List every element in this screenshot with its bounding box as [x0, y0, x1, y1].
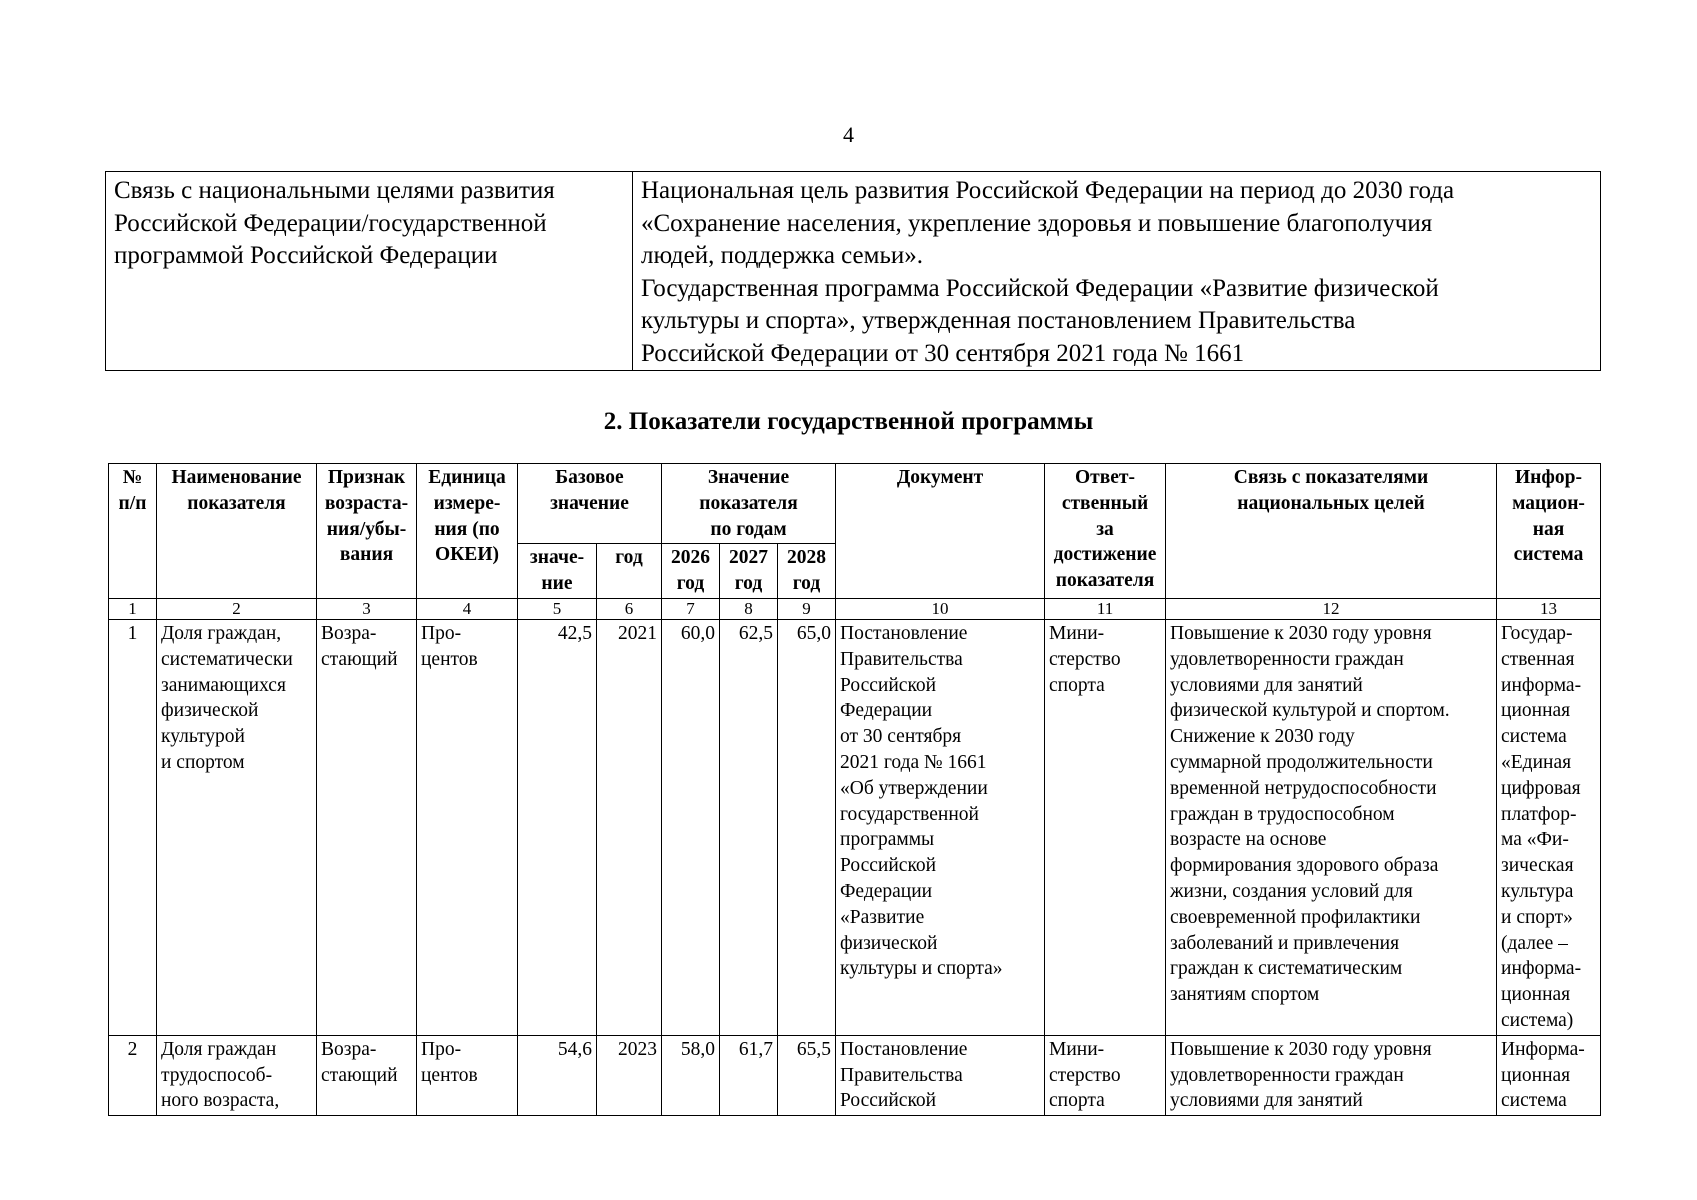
text-line: трудоспособ- [161, 1064, 273, 1086]
column-number-row [109, 598, 1601, 619]
text-line: систематически [161, 648, 293, 670]
text-line: формирования здорового образа [1170, 855, 1439, 877]
cell-no [109, 619, 157, 1035]
text-line: 2027 [729, 547, 769, 569]
cell-trend [317, 619, 417, 1035]
text-line: своевременной профилактики [1170, 906, 1421, 928]
header-target-values [662, 464, 836, 544]
text-line: 54,6 [557, 1038, 592, 1060]
column-number: 13 [1497, 598, 1601, 619]
text-line: центов [421, 648, 478, 670]
text-line: Базовое [555, 467, 624, 488]
text-line: информа- [1501, 958, 1582, 980]
text-line: государственной [840, 803, 979, 825]
cell-national-goals-link [1166, 1035, 1497, 1115]
text-line: и спорт» [1501, 906, 1573, 928]
page-number: 4 [843, 122, 854, 147]
text-line: Значение [707, 467, 790, 488]
text-line: показателя [699, 492, 798, 514]
column-number: 2 [157, 598, 317, 619]
text-line: достижение [1053, 544, 1157, 566]
text-line: 2021 [618, 622, 658, 644]
text-line: Документ [896, 467, 984, 488]
text-line: стающий [321, 648, 398, 670]
column-number: 9 [778, 598, 836, 619]
text-line: спорта [1049, 1090, 1105, 1112]
text-line: удовлетворенности граждан [1170, 648, 1404, 670]
text-line: Постановление [840, 1038, 968, 1060]
text-line: Мини- [1049, 622, 1105, 644]
text-line: 62,5 [738, 622, 774, 644]
text-line: Доля граждан, [161, 622, 282, 644]
text-line: и спортом [161, 751, 245, 773]
column-number: 7 [662, 598, 720, 619]
text-line: 2021 года № 1661 [840, 751, 987, 773]
text-line: Государственная программа Российской Федерации «Развитие физической [641, 274, 1439, 302]
header-base-value [518, 464, 662, 544]
cell-document [836, 1035, 1045, 1115]
text-line: год [615, 547, 643, 569]
text-line: занятиям спортом [1170, 984, 1320, 1006]
text-line: ние [541, 573, 573, 595]
header-indicator-name [157, 464, 317, 599]
header-year-2026 [662, 544, 720, 599]
text-line: Про- [421, 1038, 462, 1060]
text-line: год [676, 573, 705, 595]
header-trend [317, 464, 417, 599]
text-line: национальных целей [1237, 492, 1425, 514]
cell-value-2026 [662, 619, 720, 1035]
text-line: суммарной продолжительности [1170, 751, 1433, 773]
text-line: удовлетворенности граждан [1170, 1064, 1404, 1086]
cell-value-2028 [778, 1035, 836, 1115]
text-line: ственный [1061, 492, 1149, 514]
header-base-value-number [518, 544, 597, 599]
national-goals-link-value [633, 172, 1601, 371]
column-number: 1 [109, 598, 157, 619]
text-line: цифровая [1501, 777, 1581, 799]
text-line: год [734, 573, 763, 595]
text-line: 2023 [618, 1038, 658, 1060]
cell-base-year [597, 1035, 662, 1115]
text-line: культуры и спорта» [840, 958, 1003, 980]
cell-national-goals-link [1166, 619, 1497, 1035]
column-number: 11 [1045, 598, 1166, 619]
cell-responsible [1045, 1035, 1166, 1115]
text-line: показателя [1055, 570, 1155, 592]
text-line: занимающихся [161, 674, 286, 696]
indicators-table-body [109, 619, 1601, 1115]
cell-value-2027 [720, 1035, 778, 1115]
text-line: зическая [1501, 855, 1574, 877]
text-line: центов [421, 1064, 478, 1086]
text-line: временной нетрудоспособности [1170, 777, 1437, 799]
text-line: Повышение к 2030 году уровня [1170, 622, 1432, 644]
cell-document [836, 619, 1045, 1035]
text-line: ного возраста, [161, 1090, 280, 1112]
national-goals-link-row [106, 172, 1601, 371]
text-line: система [1513, 544, 1584, 566]
column-number: 10 [836, 598, 1045, 619]
cell-unit [417, 619, 518, 1035]
text-line: система [1501, 726, 1567, 748]
text-line: стерство [1049, 648, 1121, 670]
text-line: 2028 [787, 547, 827, 569]
text-line: Национальная цель развития Российской Федерации на период до 2030 года [641, 177, 1455, 204]
column-number: 4 [417, 598, 518, 619]
header-no [109, 464, 157, 599]
text-line: Признак [327, 467, 406, 488]
text-line: 65,0 [796, 622, 832, 644]
text-line: людей, поддержка семьи». [641, 242, 924, 269]
text-line: условиями для занятий [1170, 674, 1363, 696]
text-line: Наименование [171, 467, 302, 488]
text-line: Российской Федерации от 30 сентября 2021 года № 1661 [641, 339, 1245, 367]
text-line: спорта [1049, 674, 1105, 696]
text-line: ма «Фи- [1501, 829, 1569, 851]
text-line: Доля граждан [161, 1038, 277, 1060]
cell-unit [417, 1035, 518, 1115]
text-line: Возра- [321, 1038, 377, 1060]
text-line: Федерации [840, 880, 933, 902]
text-line: Правительства [840, 648, 963, 670]
cell-base-year [597, 619, 662, 1035]
text-line: № [122, 467, 143, 488]
column-number: 5 [518, 598, 597, 619]
text-line: Правительства [840, 1064, 963, 1086]
text-line: Российской Федерации/государственной [114, 209, 547, 237]
text-line: программой Российской Федерации [114, 242, 498, 269]
header-information-system [1497, 464, 1601, 599]
text-line: возрасте на основе [1170, 829, 1327, 851]
cell-value-2027 [720, 619, 778, 1035]
indicators-table-header [109, 464, 1601, 620]
cell-information-system [1497, 619, 1601, 1035]
text-line: граждан к систематическим [1170, 958, 1403, 980]
text-line: Возра- [321, 622, 377, 644]
text-line: Информа- [1501, 1038, 1585, 1060]
cell-indicator-name [157, 1035, 317, 1115]
text-line: физической культурой и спортом. [1170, 700, 1450, 722]
header-unit [417, 464, 518, 599]
text-line: культура [1501, 880, 1574, 902]
text-line: Постановление [840, 622, 968, 644]
text-line: (далее – [1501, 932, 1568, 954]
text-line: жизни, создания условий для [1170, 880, 1413, 902]
header-national-goals-link [1166, 464, 1497, 599]
text-line: 61,7 [738, 1038, 774, 1060]
text-line: мацион- [1512, 492, 1585, 514]
text-line: стающий [321, 1064, 398, 1086]
text-line: значе- [529, 547, 585, 569]
text-line: платфор- [1501, 803, 1577, 825]
text-line: ционная [1501, 984, 1571, 1006]
text-line: программы [840, 829, 935, 851]
text-line: п/п [118, 492, 147, 514]
header-document [836, 464, 1045, 599]
text-line: Мини- [1049, 1038, 1105, 1060]
text-line: ционная [1501, 1064, 1571, 1086]
text-line: ная [1532, 518, 1565, 540]
text-line: 2026 [671, 547, 711, 569]
text-line: ОКЕИ) [435, 544, 499, 566]
text-line: условиями для занятий [1170, 1090, 1363, 1112]
text-line: значение [550, 492, 629, 514]
text-line: «Развитие [840, 906, 925, 928]
header-year-2027 [720, 544, 778, 599]
text-line: информа- [1501, 674, 1582, 696]
column-number: 8 [720, 598, 778, 619]
cell-trend [317, 1035, 417, 1115]
header-responsible [1045, 464, 1166, 599]
indicators-table [108, 463, 1601, 1116]
text-line: 58,0 [680, 1038, 716, 1060]
text-line: Российской [840, 674, 937, 696]
text-line: 60,0 [680, 622, 716, 644]
text-line: измере- [433, 492, 501, 514]
cell-base-value [518, 619, 597, 1035]
table-row [109, 1035, 1601, 1115]
text-line: Государ- [1501, 622, 1573, 644]
text-line: заболеваний и привлечения [1170, 932, 1400, 954]
program-info-table [105, 171, 1601, 371]
text-line: физической [840, 932, 938, 954]
column-number: 6 [597, 598, 662, 619]
text-line: за [1096, 518, 1114, 540]
header-row-1 [109, 464, 1601, 544]
text-line: физической [161, 700, 259, 722]
section-title: 2. Показатели государственной программы [603, 408, 1094, 435]
text-line: Про- [421, 622, 462, 644]
text-line: ния (по [434, 518, 500, 540]
text-line: ственная [1501, 648, 1575, 670]
text-line: «Единая [1501, 751, 1572, 773]
text-line: культуры и спорта», утвержденная постановлением Правительства [641, 307, 1356, 334]
text-line: 42,5 [557, 622, 592, 644]
text-line: граждан в трудоспособном [1170, 803, 1395, 825]
text-line: по годам [710, 518, 787, 540]
text-line: ния/убы- [326, 518, 407, 540]
text-line: 1 [127, 622, 138, 644]
text-line: от 30 сентября [840, 726, 962, 748]
text-line: год [792, 573, 821, 595]
text-line: показателя [187, 492, 286, 514]
text-line: стерство [1049, 1064, 1121, 1086]
text-line: Повышение к 2030 году уровня [1170, 1038, 1432, 1060]
text-line: Снижение к 2030 году [1170, 726, 1355, 748]
text-line: Ответ- [1075, 467, 1136, 488]
text-line: ционная [1501, 700, 1571, 722]
text-line: Единица [428, 467, 506, 488]
text-line: «Сохранение населения, укрепление здоровья и повышение благополучия [641, 209, 1433, 237]
cell-value-2028 [778, 619, 836, 1035]
text-line: система) [1501, 1009, 1574, 1031]
text-line: 2 [127, 1038, 138, 1060]
text-line: Связь с национальными целями развития [114, 177, 555, 204]
header-year-2028 [778, 544, 836, 599]
cell-information-system [1497, 1035, 1601, 1115]
cell-base-value [518, 1035, 597, 1115]
text-line: система [1501, 1090, 1567, 1112]
cell-indicator-name [157, 619, 317, 1035]
column-number: 3 [317, 598, 417, 619]
cell-no [109, 1035, 157, 1115]
table-row [109, 619, 1601, 1035]
text-line: Федерации [840, 700, 933, 722]
text-line: Связь с показателями [1233, 467, 1429, 488]
column-number: 12 [1166, 598, 1497, 619]
cell-value-2026 [662, 1035, 720, 1115]
text-line: 65,5 [796, 1038, 832, 1060]
text-line: возраста- [324, 492, 409, 514]
text-line: культурой [161, 726, 245, 748]
text-line: «Об утверждении [840, 777, 988, 799]
cell-responsible [1045, 619, 1166, 1035]
text-line: Российской [840, 1090, 937, 1112]
national-goals-link-label [106, 172, 633, 371]
text-line: вания [339, 544, 394, 566]
header-base-year [597, 544, 662, 599]
text-line: Инфор- [1515, 467, 1582, 488]
text-line: Российской [840, 855, 937, 877]
